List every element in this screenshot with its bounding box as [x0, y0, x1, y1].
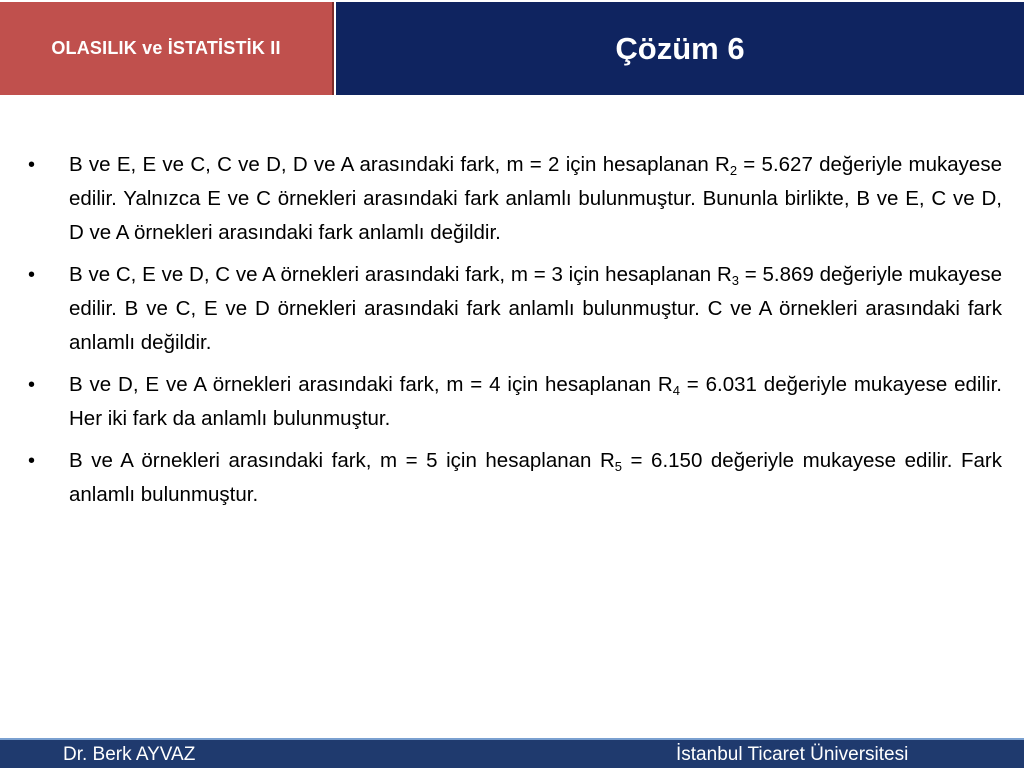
bullet-text-part: B ve E, E ve C, C ve D, D ve A arasındaki fark, m = 2 için hesaplanan R [69, 153, 730, 176]
subscript: 2 [729, 163, 738, 178]
subscript: 5 [614, 459, 622, 474]
bullet-list [28, 148, 1002, 520]
bullet-item-2 [28, 258, 1002, 360]
subscript: 4 [672, 383, 680, 398]
slide-title-banner [336, 2, 1024, 95]
bullet-text-part: = 5.869 değeriyle mukayese edilir. B ve C, E ve D örnekleri arasındaki fark anlamlı bulunmuştur. C ve A örnekleri arasındaki fark anlamlı değildir. [69, 263, 1002, 354]
bullet-text-part: = 6.150 değeriyle mukayese edilir. Fark anlamlı bulunmuştur. [69, 449, 1002, 506]
bullet-text-part: = 6.031 değeriyle mukayese edilir. Her iki fark da anlamlı bulunmuştur. [69, 373, 1002, 430]
bullet-text [69, 148, 1002, 250]
slide-title: Çözüm 6 [615, 30, 745, 66]
bullet-text [69, 368, 1002, 436]
bullet-marker-icon: • [28, 264, 36, 286]
bullet-item-3 [28, 368, 1002, 436]
bullet-text-part: B ve C, E ve D, C ve A örnekleri arasındaki fark, m = 3 için hesaplanan R [69, 263, 732, 286]
course-title-banner [0, 2, 334, 95]
bullet-marker-icon: • [28, 374, 36, 396]
footer-institution: İstanbul Ticaret Üniversitesi [676, 744, 909, 765]
footer-author: Dr. Berk AYVAZ [63, 744, 196, 765]
bullet-text-part: = 5.627 değeriyle mukayese edilir. Yalnızca E ve C örnekleri arasındaki fark anlamlı bulunmuştur. Bununla birlikte, B ve E, C ve D, D ve A örnekleri arasındaki fark anlamlı değildir. [69, 153, 1002, 244]
bullet-marker-icon: • [28, 154, 36, 176]
course-title: OLASILIK ve İSTATİSTİK II [51, 38, 281, 58]
bullet-text-part: B ve D, E ve A örnekleri arasındaki fark, m = 4 için hesaplanan R [69, 373, 673, 396]
bullet-text-part: B ve A örnekleri arasındaki fark, m = 5 için hesaplanan R [69, 449, 615, 472]
bullet-item-4 [28, 444, 1002, 512]
bullet-item-1 [28, 148, 1002, 250]
bullet-text [69, 258, 1002, 360]
bullet-marker-icon: • [28, 450, 36, 472]
footer-bar [0, 738, 1024, 768]
bullet-text [69, 444, 1002, 512]
subscript: 3 [731, 273, 739, 288]
